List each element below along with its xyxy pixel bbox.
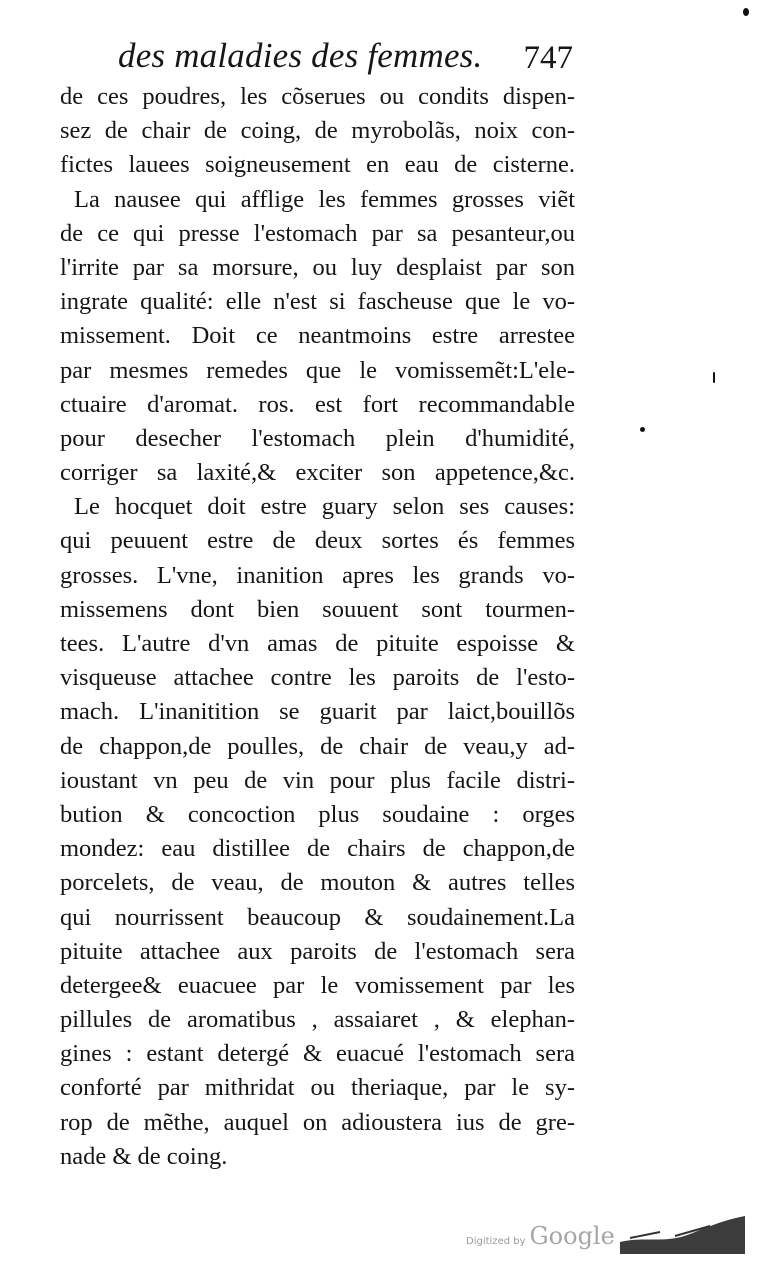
body-text	[60, 80, 575, 1174]
running-head	[118, 36, 573, 80]
text-line: corriger sa laxité,& exciter son appetence,&c.	[60, 459, 575, 487]
page-number: 747	[523, 40, 573, 76]
text-line: ctuaire d'aromat. ros. est fort recommandable	[60, 390, 575, 418]
text-line: sez de chair de coing, de myrobolãs, noix con-	[60, 117, 575, 145]
text-line: ingrate qualité: elle n'est si fascheuse que le vo-	[60, 288, 575, 316]
ink-speck	[640, 427, 645, 432]
text-line: rop de mẽthe, auquel on adioustera ius de gre-	[60, 1108, 575, 1136]
text-line: l'irrite par sa morsure, ou luy desplaist par son	[60, 253, 575, 281]
text-line: detergee& euacuee par le vomissement par les	[60, 971, 575, 999]
text-line: fictes lauees soigneusement en eau de cisterne.	[60, 151, 575, 179]
watermark-prefix: Digitized by	[466, 1236, 526, 1247]
running-title: des maladies des femmes.	[118, 36, 483, 75]
paragraph-end-line: nade & de coing.	[60, 1142, 228, 1170]
text-line: grosses. L'vne, inanition apres les grands vo-	[60, 561, 575, 589]
text-line: mach. L'inanitition se guarit par laict,bouillõs	[60, 698, 575, 726]
text-line: qui peuuent estre de deux sortes és femmes	[60, 527, 575, 555]
text-line: conforté par mithridat ou theriaque, par le sy-	[60, 1074, 575, 1102]
text-line: bution & concoction plus soudaine : orges	[60, 800, 575, 828]
paragraph-start-line: Le hocquet doit estre guary selon ses causes:	[74, 493, 575, 521]
text-line: de ce qui presse l'estomach par sa pesanteur,ou	[60, 219, 575, 247]
text-line: pour desecher l'estomach plein d'humidité,	[60, 424, 575, 452]
digitized-watermark	[466, 1222, 615, 1250]
text-line: pituite attachee aux paroits de l'estomach sera	[60, 937, 575, 965]
ink-speck	[743, 8, 749, 16]
text-line: pillules de aromatibus , assaiaret , & elephan-	[60, 1006, 575, 1034]
paragraph-start-line: La nausee qui afflige les femmes grosses viẽt	[74, 185, 575, 213]
text-line: ioustant vn peu de vin pour plus facile distri-	[60, 766, 575, 794]
text-line: porcelets, de veau, de mouton & autres telles	[60, 869, 575, 897]
text-line: visqueuse attachee contre les paroits de l'esto-	[60, 664, 575, 692]
scan-edge-smudge	[620, 1214, 745, 1254]
text-line: missemens dont bien souuent sont tourmen-	[60, 595, 575, 623]
text-line: qui nourrissent beaucoup & soudainement.La	[60, 903, 575, 931]
text-line: de chappon,de poulles, de chair de veau,y ad-	[60, 732, 575, 760]
text-line: gines : estant detergé & euacué l'estomach sera	[60, 1040, 575, 1068]
text-line: par mesmes remedes que le vomissemẽt:L'ele-	[60, 356, 575, 384]
text-line: de ces poudres, les cõserues ou condits dispen-	[60, 83, 575, 110]
text-line: tees. L'autre d'vn amas de pituite espoisse &	[60, 630, 575, 657]
ink-speck	[713, 372, 715, 383]
text-line: missement. Doit ce neantmoins estre arrestee	[60, 322, 575, 350]
text-line: mondez: eau distillee de chairs de chappon,de	[60, 835, 575, 863]
google-wordmark: Google	[529, 1222, 615, 1250]
